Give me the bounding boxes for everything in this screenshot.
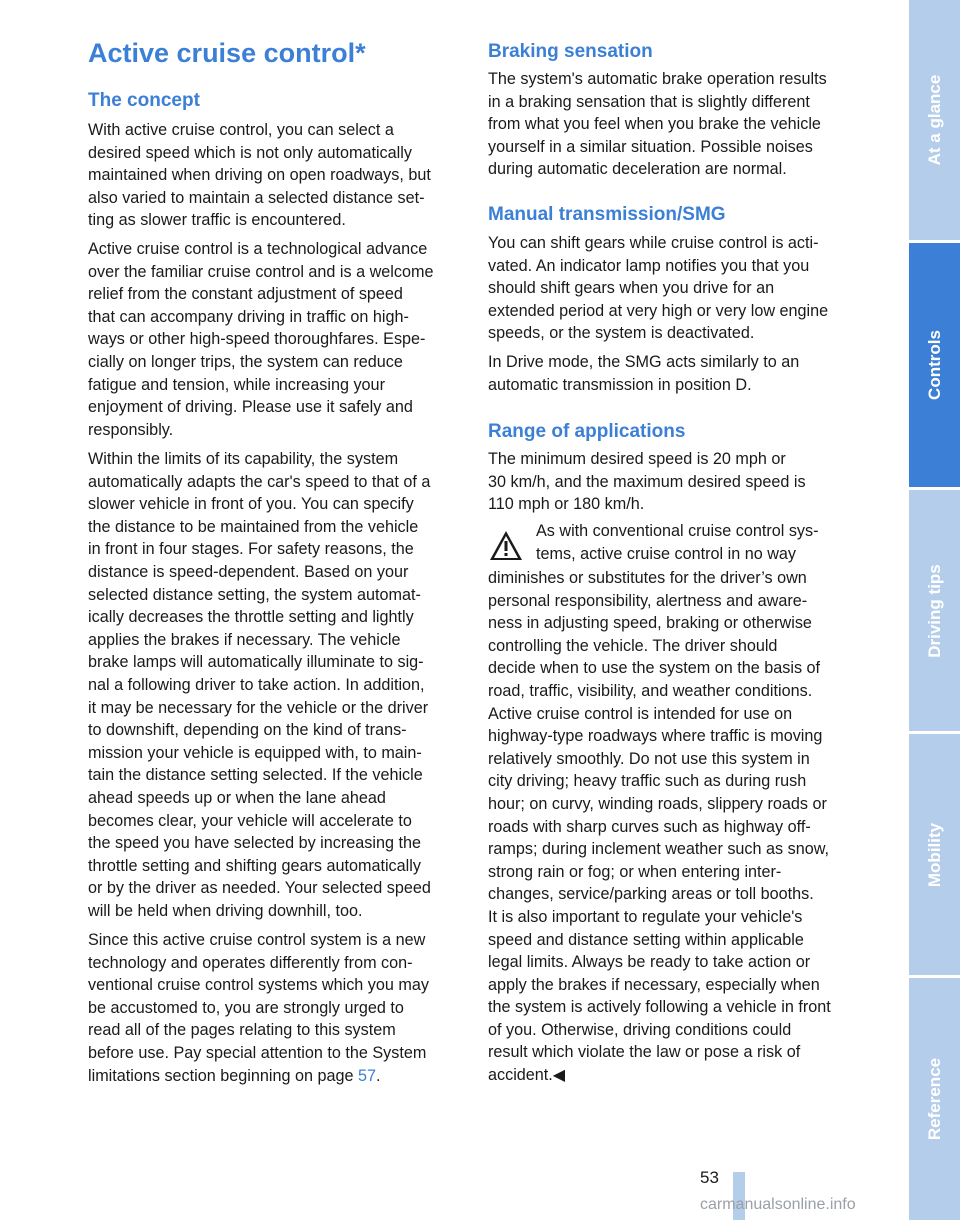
braking-heading: Braking sensation [488,41,653,62]
page-title: Active cruise control* [88,38,366,68]
range-heading: Range of applications [488,421,686,442]
paragraph-text: You can shift gears while cruise control is acti- vated. An indicator lamp notifies you that you should shift gears when you drive for an extended period at very high or very low engine speeds, or the system is deactivated. [488,234,829,343]
paragraph-text [488,567,862,1087]
warning-block [488,520,862,570]
manual-heading: Manual transmission/SMG [488,204,726,225]
range-paragraph [488,448,862,516]
paragraph-text: Within the limits of its capability, the system automatically adapts the car's speed to that of a slower vehicle in front of you. You can specify the distance to be maintained from the vehicle in front in four stages. For safety reasons, the distance is speed-dependent. Based on your selected distance setting, the system automat- ically decreases the throttle setting and lightly applies the brakes if necessary. The vehicle brake lamps will automatically illuminate to sig- nal a following driver to take action. In addition, it may be necessary for the vehicle or the driver to downshift, depending on the kind of trans- mission your vehicle is equipped with, to main- tain the distance setting selected. If the vehicle ahead speeds up or when the lane ahead becomes clear, your vehicle will accelerate to the speed you have selected by increasing the throttle setting and shifting gears automatically or by the driver as needed. Your selected speed will be held when driving downhill, too. [88,450,431,920]
paragraph-body: Since this active cruise control system is a new technology and operates differently from con- ventional cruise control systems which you may be accustomed to, you are strongly urged to read all of the pages relating to this system before use. Pay special attention to the System limitations section beginning on page [88,931,429,1085]
manual-paragraph-2 [488,351,862,396]
paragraph-text: Active cruise control is a technological advance over the familiar cruise control and is a welcome relief from the constant adjustment of speed that can accompany driving in traffic on high- ways or other high-speed thoroughfares. Espe- cially on longer trips, the system can reduce fatigue and tension, while increasing your enjoyment of driving. Please use it safely and responsibly. [88,240,434,439]
paragraph-text: The system's automatic brake operation results in a braking sensation that is slightly different from what you feel when you brake the vehicle yourself in a similar situation. Possible noises during automatic deceleration are normal. [488,70,827,179]
paragraph-text [88,929,462,1087]
tab-reference[interactable] [909,978,960,1220]
chapter-sidebar [909,0,960,1220]
concept-paragraph-4 [88,929,462,1087]
paragraph-text: In Drive mode, the SMG acts similarly to an automatic transmission in position D. [488,353,800,394]
tab-label: At a glance [924,74,944,166]
watermark: carmanualsonline.info [700,1196,856,1213]
braking-paragraph [488,68,862,181]
warning-intro-text: As with conventional cruise control sys- tems, active cruise control in no way [536,522,819,563]
tab-label: Reference [924,1057,944,1141]
warning-body: diminishes or substitutes for the driver’s own personal responsibility, alertness and aware- ness in adjusting speed, braking or otherwise controlling the vehicle. The driver should decide when to use the system on the basis of road, traffic, visibility, and weather conditions. Active cruise control is intended for use on highway-type roadways where traffic is moving relatively smoothly. Do not use this system in city driving; heavy traffic such as during rush hour; on curvy, winding roads, slippery roads or roads with sharp curves such as highway off- ramps; during inclement weather such as snow, strong rain or fog; or when entering inter- changes, service/parking areas or toll booths. It is also important to regulate your vehicle's speed and distance setting within applicable legal limits. Always be ready to take action or apply the brakes if necessary, especially when the system is actively following a vehicle in front of you. Otherwise, driving conditions could result which violate the law or pose a risk of accident. [488,569,831,1085]
manual-paragraph-1 [488,232,862,345]
manual-section [488,204,862,226]
concept-heading: The concept [88,90,200,111]
braking-section [488,41,862,63]
paragraph-text: With active cruise control, you can select a desired speed which is not only automatically maintained when driving on open roadways, but also varied to maintain a selected distance set- ting as slower traffic is encountered. [88,121,431,230]
range-section [488,421,862,443]
tab-label: Mobility [924,822,944,887]
concept-section [88,90,462,112]
paragraph-text: The minimum desired speed is 20 mph or 30 km/h, and the maximum desired speed is 110 mph or 180 km/h. [488,450,806,514]
concept-paragraph-1 [88,119,462,232]
tab-at-a-glance[interactable] [909,0,960,240]
tab-controls[interactable] [909,243,960,487]
page-57-link[interactable]: 57 [357,1066,376,1085]
tab-label: Controls [924,330,944,400]
tab-label: Driving tips [924,563,944,658]
tab-driving-tips[interactable] [909,490,960,731]
paragraph-end: . [376,1066,381,1085]
concept-paragraph-3 [88,448,462,922]
end-mark-icon: ◀ [552,1066,566,1085]
tab-mobility[interactable] [909,734,960,975]
warning-continuation [488,567,862,1087]
page-number: 53 [700,1168,719,1187]
concept-paragraph-2 [88,238,462,441]
warning-triangle-icon [488,528,524,564]
